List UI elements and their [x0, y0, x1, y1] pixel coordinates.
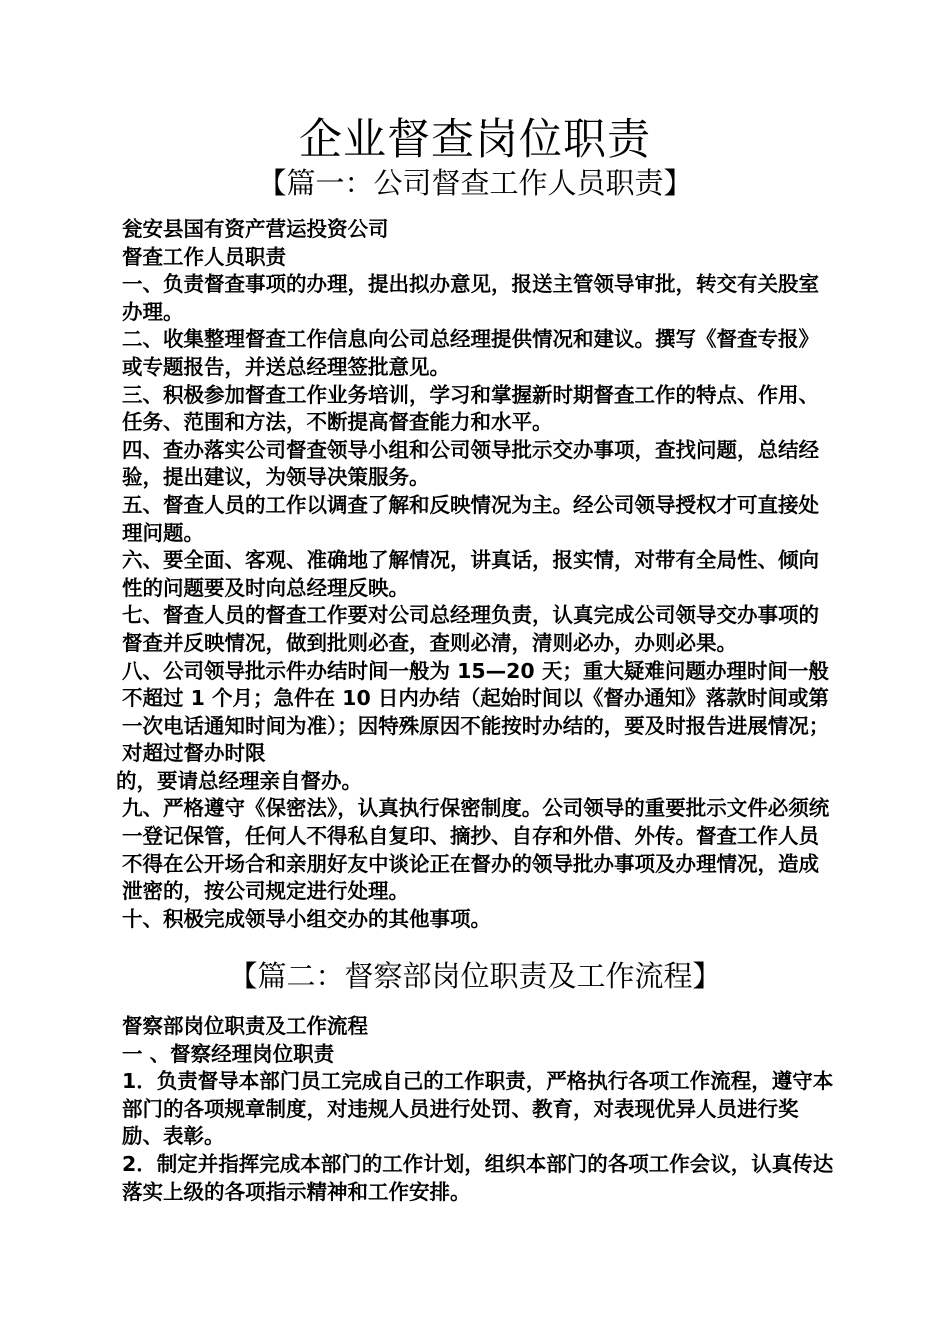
paragraph: 三、积极参加督查工作业务培训，学习和掌握新时期督查工作的特点、作用、任务、范围和方法，不断提高督查能力和水平。	[122, 382, 819, 435]
paragraph: 瓮安县国有资产营运投资公司	[122, 217, 389, 241]
paragraph: 五、督查人员的工作以调查了解和反映情况为主。经公司领导授权才可直接处理问题。	[122, 492, 819, 545]
paragraph: 督察部岗位职责及工作流程	[122, 1014, 368, 1038]
paragraph: 八、公司领导批示件办结时间一般为 15—20 天；重大疑难问题办理时间一般不超过 1 个月；急件在 10 日内办结（起始时间以《督办通知》落款时间或第一次电话通知时间为准）；因特殊原因不能按时办结的，要及时报告进展情况；对超过督办时限	[122, 658, 830, 766]
paragraph: 的，要请总经理亲自督办。	[116, 768, 362, 793]
paragraph: 一 、督察经理岗位职责	[122, 1041, 335, 1066]
paragraph: 六、要全面、客观、准确地了解情况，讲真话，报实情，对带有全局性、倾向性的问题要及时向总经理反映。	[122, 548, 819, 600]
paragraph: 2．制定并指挥完成本部门的工作计划，组织本部门的各项工作会议，认真传达落实上级的各项指示精神和工作安排。	[122, 1151, 834, 1204]
section-heading: 【篇二：督察部岗位职责及工作流程】	[228, 959, 722, 993]
paragraph: 四、查办落实公司督查领导小组和公司领导批示交办事项，查找问题，总结经验，提出建议，为领导决策服务。	[122, 437, 819, 490]
paragraph: 十、积极完成领导小组交办的其他事项。	[122, 906, 491, 931]
paragraph: 一、负责督查事项的办理，提出拟办意见，报送主管领导审批，转交有关股室办理。	[122, 272, 819, 324]
section-body	[116, 1013, 836, 1206]
paragraph: 1．负责督导本部门员工完成自己的工作职责，严格执行各项工作流程，遵守本部门的各项规章制度，对违规人员进行处罚、教育，对表现优异人员进行奖励、表彰。	[122, 1069, 834, 1149]
paragraph: 七、督查人员的督查工作要对公司总经理负责，认真完成公司领导交办事项的督查并反映情况，做到批则必查，查则必清，清则必办，办则必果。	[122, 603, 819, 655]
paragraph: 九、严格遵守《保密法》，认真执行保密制度。公司领导的重要批示文件必须统一登记保管，任何人不得私自复印、摘抄、自存和外借、外传。督查工作人员不得在公开场合和亲朋好友中谈论正在督办的领导批办事项及办理情况，造成泄密的，按公司规定进行处理。	[122, 796, 830, 904]
section-heading: 【篇一：公司督查工作人员职责】	[257, 166, 693, 200]
paragraph: 二、收集整理督查工作信息向公司总经理提供情况和建议。撰写《督查专报》或专题报告，并送总经理签批意见。	[122, 327, 819, 379]
paragraph: 督查工作人员职责	[122, 244, 286, 269]
document-title: 企业督查岗位职责	[299, 115, 651, 165]
section-body	[116, 216, 836, 933]
